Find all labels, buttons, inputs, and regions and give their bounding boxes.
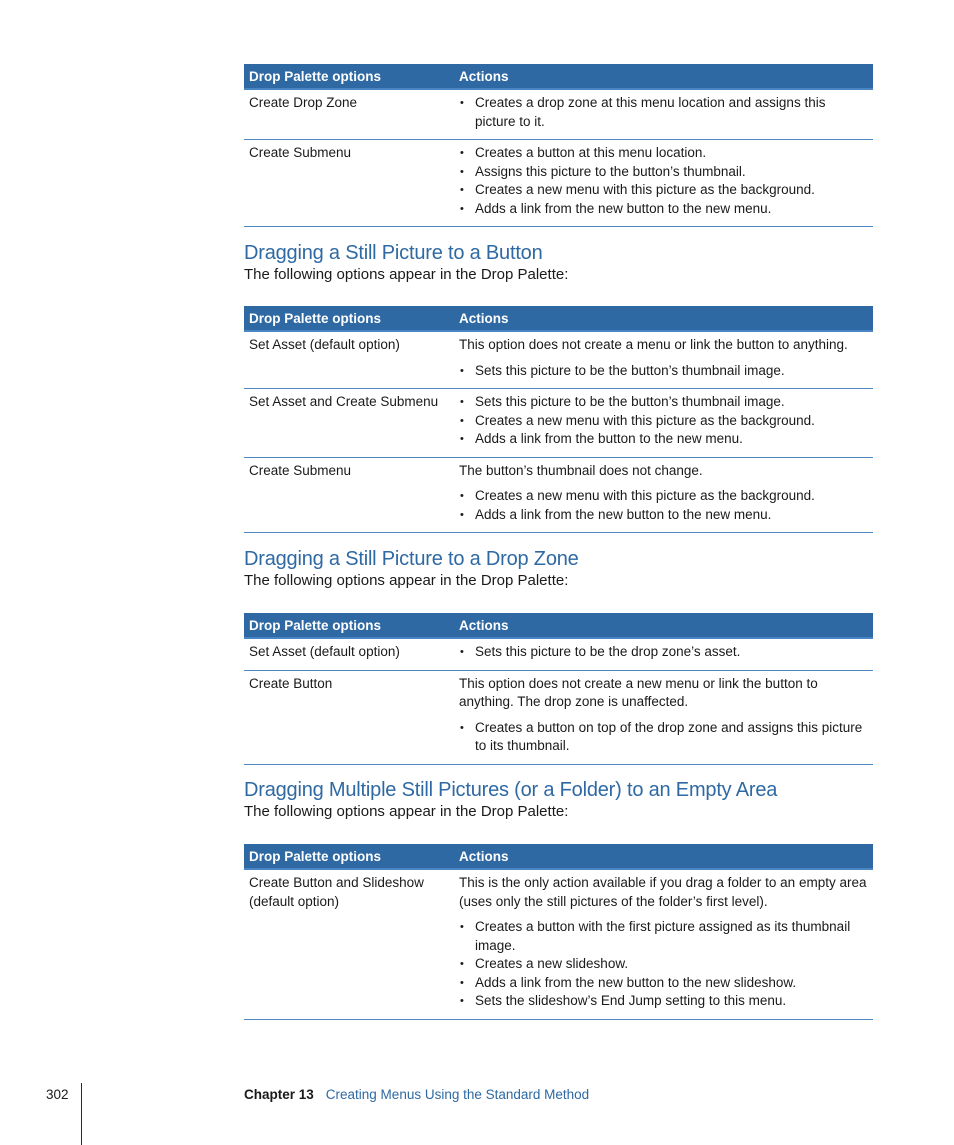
actions-cell (454, 670, 873, 764)
action-item: • Creates a button at this menu location. (459, 144, 868, 163)
action-item: • Adds a link from the new button to the new menu. (459, 200, 868, 219)
page-number: 302 (46, 1087, 69, 1102)
option-cell: Create Submenu (244, 140, 454, 227)
action-item: • Creates a button with the first picture assigned as its thumbnail image. (459, 918, 868, 955)
footer-divider (81, 1083, 82, 1145)
action-list (459, 487, 868, 524)
chapter-label: Chapter 13 (244, 1087, 314, 1102)
action-item: • Creates a new menu with this picture as the background. (459, 412, 868, 431)
actions-cell (454, 389, 873, 458)
action-item: • Creates a new slideshow. (459, 955, 868, 974)
action-item: • Sets this picture to be the button’s thumbnail image. (459, 362, 868, 381)
table-block-1 (244, 64, 873, 227)
action-item: • Adds a link from the new button to the new menu. (459, 506, 868, 525)
table-block-2 (244, 306, 873, 533)
column-header-actions: Actions (454, 844, 873, 869)
action-note: This option does not create a menu or link the button to anything. (459, 337, 848, 352)
section-button (244, 241, 568, 285)
actions-cell (454, 869, 873, 1019)
table-row (244, 670, 873, 764)
section-empty-area (244, 778, 777, 822)
action-item: • Creates a new menu with this picture as the background. (459, 181, 868, 200)
actions-cell (454, 89, 873, 140)
action-item: • Assigns this picture to the button’s thumbnail. (459, 163, 868, 182)
section-heading: Dragging a Still Picture to a Drop Zone (244, 548, 579, 570)
column-header-options: Drop Palette options (244, 64, 454, 89)
option-cell: Create Submenu (244, 457, 454, 533)
column-header-options: Drop Palette options (244, 306, 454, 331)
table-block-4 (244, 844, 873, 1020)
table-row (244, 638, 873, 670)
action-list (459, 94, 868, 131)
actions-cell (454, 140, 873, 227)
actions-cell (454, 638, 873, 670)
action-list (459, 144, 868, 218)
drop-palette-table (244, 306, 873, 533)
action-item: • Adds a link from the button to the new menu. (459, 430, 868, 449)
column-header-actions: Actions (454, 613, 873, 638)
action-item: • Creates a drop zone at this menu location and assigns this picture to it. (459, 94, 868, 131)
actions-cell (454, 457, 873, 533)
action-item: • Creates a new menu with this picture as the background. (459, 487, 868, 506)
column-header-options: Drop Palette options (244, 613, 454, 638)
section-heading: Dragging a Still Picture to a Button (244, 242, 543, 264)
action-note: The button’s thumbnail does not change. (459, 462, 703, 478)
table-row (244, 331, 873, 389)
action-item: • Adds a link from the new button to the new slideshow. (459, 974, 868, 993)
section-intro: The following options appear in the Drop Palette: (244, 266, 569, 283)
drop-palette-table (244, 844, 873, 1020)
column-header-actions: Actions (454, 64, 873, 89)
option-cell: Set Asset and Create Submenu (244, 389, 454, 458)
action-list (459, 719, 868, 756)
action-list (459, 362, 868, 381)
drop-palette-table (244, 64, 873, 227)
section-intro: The following options appear in the Drop Palette: (244, 803, 569, 820)
action-item: • Sets this picture to be the drop zone’s asset. (459, 643, 868, 662)
table-row (244, 389, 873, 458)
section-heading: Dragging Multiple Still Pictures (or a Folder) to an Empty Area (244, 779, 778, 801)
table-row (244, 140, 873, 227)
action-list (459, 393, 868, 449)
table-row (244, 89, 873, 140)
action-item: • Sets the slideshow’s End Jump setting to this menu. (459, 992, 868, 1011)
action-list (459, 918, 868, 1011)
column-header-actions: Actions (454, 306, 873, 331)
table-row (244, 869, 873, 1019)
drop-palette-table (244, 613, 873, 765)
running-footer (244, 1087, 589, 1102)
action-list (459, 643, 868, 662)
column-header-options: Drop Palette options (244, 844, 454, 869)
action-item: • Creates a button on top of the drop zone and assigns this picture to its thumbnail. (459, 719, 868, 756)
chapter-title: Creating Menus Using the Standard Method (325, 1087, 590, 1102)
section-drop-zone (244, 547, 579, 591)
option-cell: Create Drop Zone (244, 89, 454, 140)
action-item: • Sets this picture to be the button’s thumbnail image. (459, 393, 868, 412)
option-cell: Set Asset (default option) (244, 331, 454, 389)
action-note: This is the only action available if you drag a folder to an empty area (uses only the still pictures of the folder’s first level). (459, 875, 867, 909)
option-cell: Create Button (244, 670, 454, 764)
option-cell: Create Button and Slideshow (default option) (244, 869, 454, 1019)
section-intro: The following options appear in the Drop Palette: (244, 572, 569, 589)
option-cell: Set Asset (default option) (244, 638, 454, 670)
action-note: This option does not create a new menu or link the button to anything. The drop zone is unaffected. (459, 675, 818, 709)
table-block-3 (244, 613, 873, 765)
table-row (244, 457, 873, 533)
actions-cell (454, 331, 873, 389)
